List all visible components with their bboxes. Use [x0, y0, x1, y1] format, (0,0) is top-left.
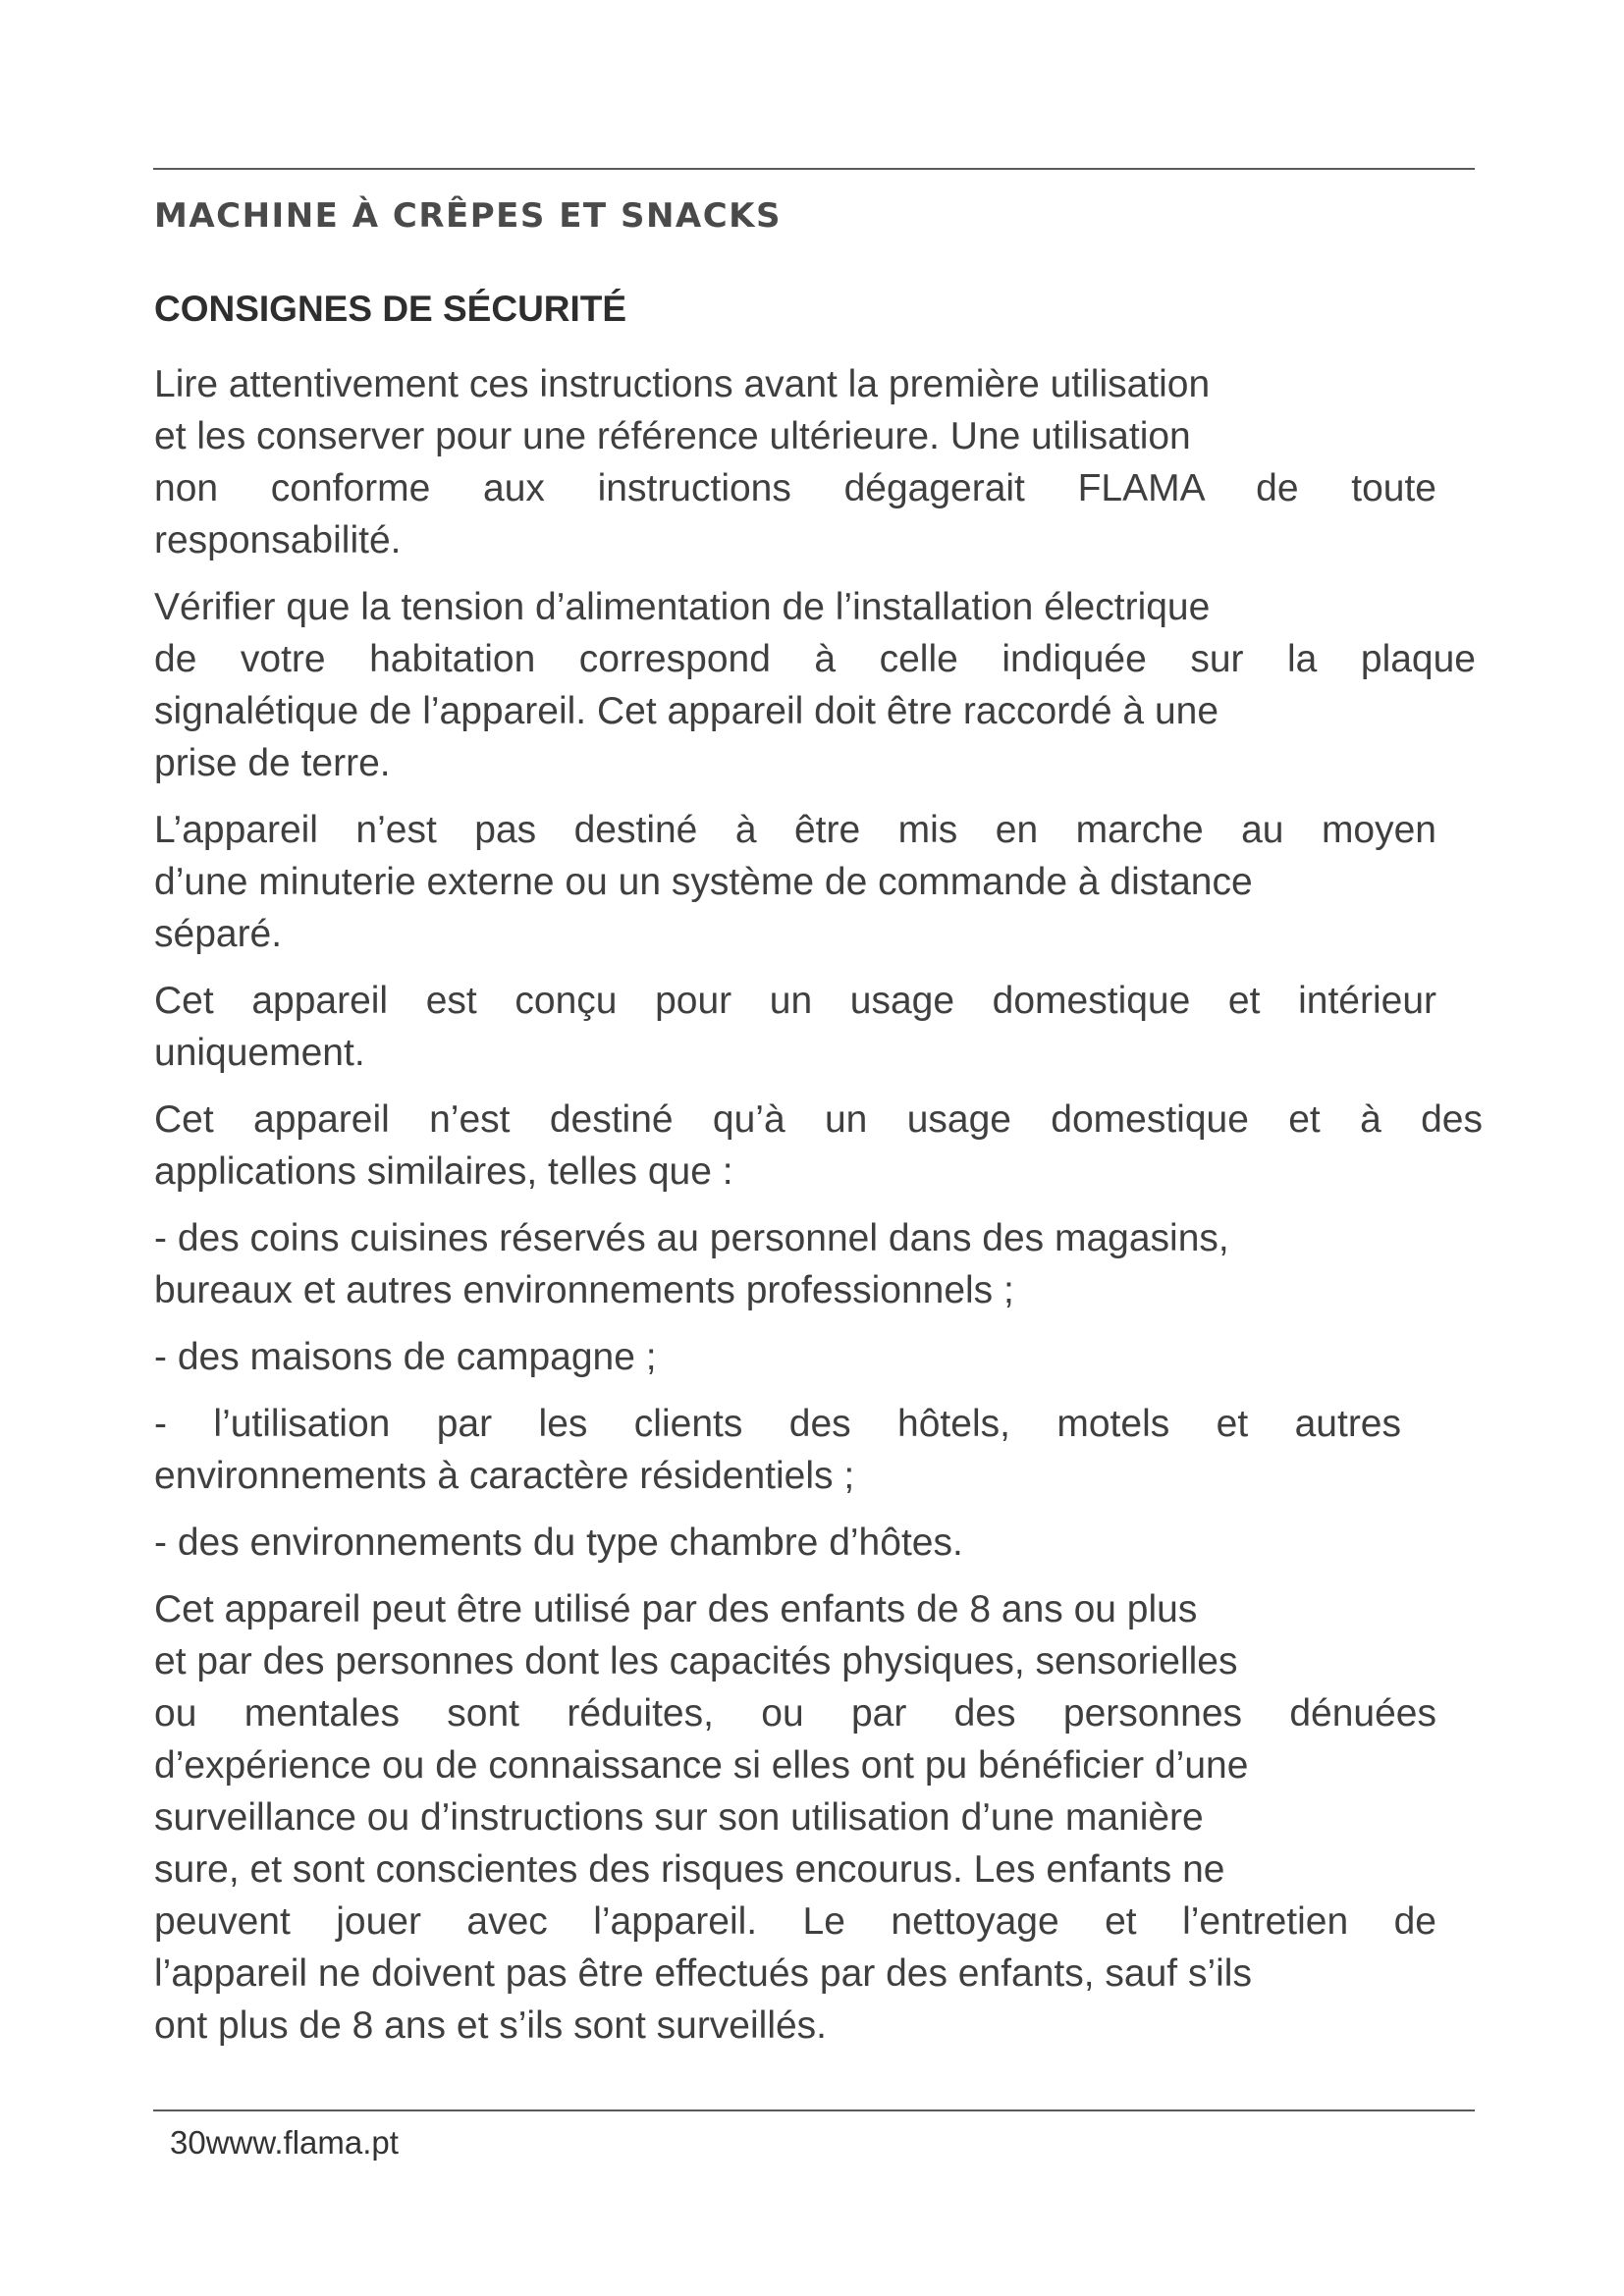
safety-instructions: [154, 358, 1529, 2066]
paragraph-domestic-use: [154, 975, 1436, 1079]
paragraph-read-instructions: [154, 358, 1436, 566]
text-line: L’appareil n’est pas destiné à être mis en marche au moyen: [154, 809, 1436, 851]
text-line: sure, et sont conscientes des risques encourus. Les enfants ne: [154, 1848, 1225, 1891]
paragraph-children-supervision: [154, 1583, 1436, 2052]
text-line: non conforme aux instructions dégagerait FLAMA de toute: [154, 467, 1436, 509]
header-divider: [153, 168, 1475, 170]
text-line: d’une minuterie externe ou un système de commande à distance: [154, 861, 1253, 903]
text-line: d’expérience ou de connaissance si elles ont pu bénéficier d’une: [154, 1744, 1249, 1787]
text-line: Lire attentivement ces instructions avant la première utilisation: [154, 363, 1211, 405]
list-item-staff-kitchens: [154, 1212, 1436, 1316]
text-line: - des environnements du type chambre d’hôtes.: [154, 1522, 963, 1564]
list-item-farm-houses: [154, 1331, 1436, 1383]
text-line: Cet appareil est conçu pour un usage domestique et intérieur: [154, 980, 1436, 1022]
text-line: - des maisons de campagne ;: [154, 1336, 657, 1378]
text-line: signalétique de l’appareil. Cet appareil doit être raccordé à une: [154, 690, 1219, 732]
text-line: environnements à caractère résidentiels ;: [154, 1455, 855, 1497]
text-line: prise de terre.: [154, 742, 391, 784]
text-line: - l’utilisation par les clients des hôtels, motels et autres: [154, 1403, 1401, 1445]
section-title: CONSIGNES DE SÉCURITÉ: [154, 289, 627, 329]
text-line: séparé.: [154, 913, 283, 955]
text-line: - des coins cuisines réservés au personnel dans des magasins,: [154, 1217, 1229, 1259]
text-line: et par des personnes dont les capacités physiques, sensorielles: [154, 1640, 1238, 1682]
paragraph-similar-applications: [154, 1094, 1483, 1198]
text-line: Cet appareil peut être utilisé par des enfants de 8 ans ou plus: [154, 1588, 1198, 1630]
footer-divider: [153, 2109, 1475, 2111]
text-line: l’appareil ne doivent pas être effectués par des enfants, sauf s’ils: [154, 1952, 1252, 1995]
paragraph-voltage-check: [154, 581, 1476, 789]
paragraph-external-timer: [154, 804, 1436, 960]
text-line: responsabilité.: [154, 519, 402, 561]
text-line: et les conserver pour une référence ultérieure. Une utilisation: [154, 415, 1191, 457]
text-line: ou mentales sont réduites, ou par des personnes dénuées: [154, 1692, 1436, 1735]
text-line: bureaux et autres environnements professionnels ;: [154, 1269, 1014, 1311]
text-line: Vérifier que la tension d’alimentation de l’installation électrique: [154, 586, 1211, 628]
list-item-bed-and-breakfast: [154, 1517, 1436, 1569]
product-title: MACHINE À CRÊPES ET SNACKS: [154, 196, 782, 236]
text-line: applications similaires, telles que :: [154, 1150, 733, 1193]
page-number-and-url: 30www.flama.pt: [170, 2124, 399, 2161]
text-line: peuvent jouer avec l’appareil. Le nettoyage et l’entretien de: [154, 1900, 1436, 1943]
list-item-hotel-clients: [154, 1398, 1401, 1502]
text-line: ont plus de 8 ans et s’ils sont surveillés.: [154, 2004, 828, 2047]
text-line: de votre habitation correspond à celle indiquée sur la plaque: [154, 638, 1476, 680]
text-line: uniquement.: [154, 1032, 365, 1074]
text-line: surveillance ou d’instructions sur son utilisation d’une manière: [154, 1796, 1204, 1839]
text-line: Cet appareil n’est destiné qu’à un usage domestique et à des: [154, 1098, 1483, 1141]
